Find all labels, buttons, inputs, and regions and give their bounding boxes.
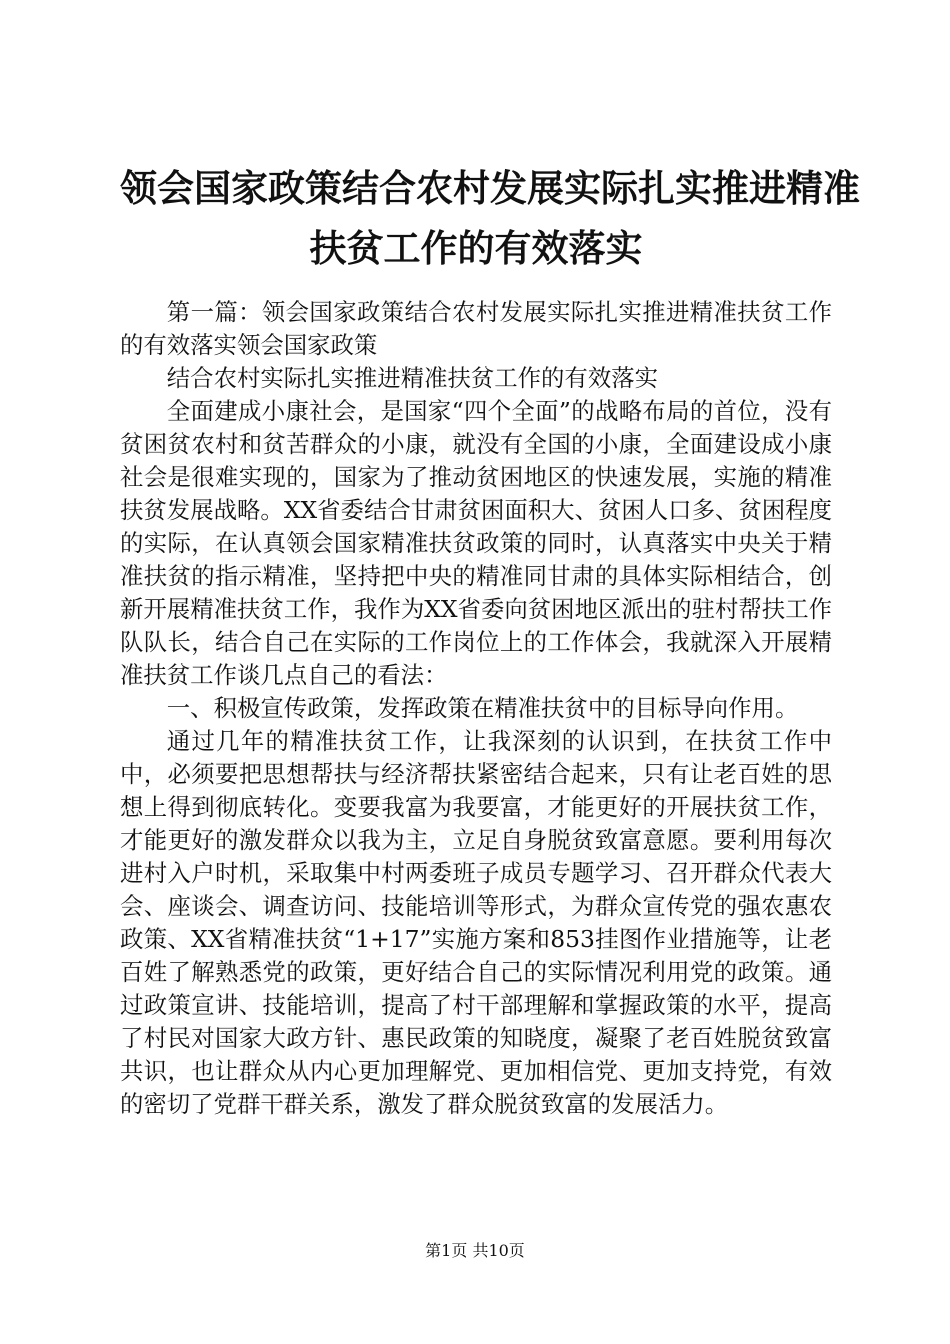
document-title-line-1: 领会国家政策结合农村发展实际扎实推进精准 bbox=[120, 166, 860, 210]
page-number-footer: 第1页 共10页 bbox=[425, 1241, 525, 1260]
paragraph: 第一篇：领会国家政策结合农村发展实际扎实推进精准扶贫工作的有效落实领会国家政策 bbox=[120, 298, 832, 359]
paragraph: 全面建成小康社会，是国家“四个全面”的战略布局的首位，没有贫困贫农村和贫苦群众的小康，就没有全国的小康，全面建设成小康社会是很难实现的，国家为了推动贫困地区的快速发展，实施的精准扶贫发展战略。XX省委结合甘肃贫困面积大、贫困人口多、贫困程度的实际，在认真领会国家精准扶贫政策的同时，认真落实中央关于精准扶贫的指示精准，坚持把中央的精准同甘肃的具体实际相结合，创新开展精准扶贫工作，我作为XX省委向贫困地区派出的驻村帮扶工作队队长，结合自己在实际的工作岗位上的工作体会，我就深入开展精准扶贫工作谈几点自己的看法： bbox=[120, 397, 832, 689]
paragraph: 结合农村实际扎实推进精准扶贫工作的有效落实 bbox=[166, 364, 658, 392]
paragraph: 通过几年的精准扶贫工作，让我深刻的认识到，在扶贫工作中中，必须要把思想帮扶与经济帮扶紧密结合起来，只有让老百姓的思想上得到彻底转化。变要我富为我要富，才能更好的开展扶贫工作，才能更好的激发群众以我为主，立足自身脱贫致富意愿。要利用每次进村入户时机，采取集中村两委班子成员专题学习、召开群众代表大会、座谈会、调查访问、技能培训等形式，为群众宣传党的强农惠农政策、XX省精准扶贫“1+17”实施方案和853挂图作业措施等，让老百姓了解熟悉党的政策，更好结合自己的实际情况利用党的政策。通过政策宣讲、技能培训，提高了村干部理解和掌握政策的水平，提高了村民对国家大政方针、惠民政策的知晓度，凝聚了老百姓脱贫致富共识，也让群众从内心更加理解党、更加相信党、更加支持党，有效的密切了党群干群关系，激发了群众脱贫致富的发展活力。 bbox=[120, 727, 832, 1118]
document-title-line-2: 扶贫工作的有效落实 bbox=[309, 226, 643, 270]
paragraph: 一、积极宣传政策，发挥政策在精准扶贫中的目标导向作用。 bbox=[166, 694, 799, 722]
document-body bbox=[120, 296, 832, 1121]
